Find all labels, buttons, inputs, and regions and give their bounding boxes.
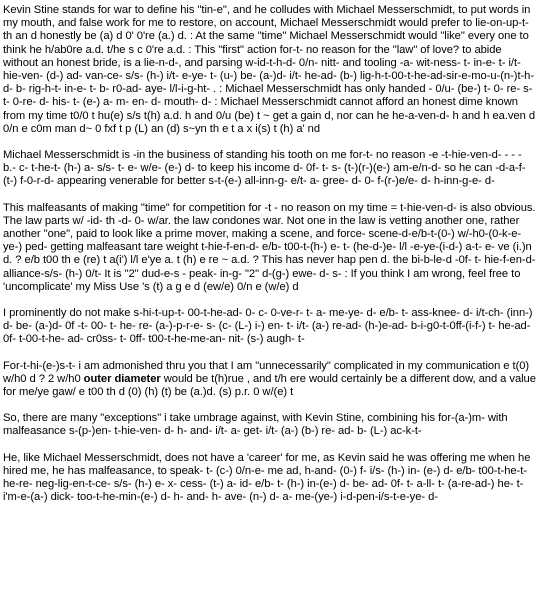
- paragraph-3: This malfeasants of making "time" for competition for -t - no reason on my time = t-hie-ven-d- is also obvious. The law parts w/ -id- th -d- 0- w/ar. the law condones war. Not one in the law is vetting another one, rather another "one", paid to look like a prime mover, making a scene, and force- scene-d-e/b-t-(0-) w/-h0-(0-k-e-ye-) ped- getting malfeasant tare weight t-hie-f-en-d- e/b- t00-t-(h-) e- t- (he-d-)e- l/l -e-ye-(i-d-) a-t- e- ve (i.)n d. ? e/b t00 th e (re) t a(i') l/l e'ye a. t (h) e re ~ a.d. ? This has never hap pen d. the bi-b-le-d -0f- t- hie-f-en-d- alliance-s/s- (h-) 0/t- It is "2" dud-e-s - peak- in-g- "2" d-(g-) ewe- d- s- : If you think I am wrong, feel free to 'uncomplicate' my Miss Use 's (t) a g e d (ew/e) 0/n e (w/e) d: [3, 201, 536, 293]
- paragraph-6: So, there are many "exceptions" i take umbrage against, with Kevin Stine, combining his for-(a-)m- with malfeasance s-(p-)en- t-hie-ven- d- h- and- i/t- a- get- i/t- (a-) (b-) re- ad- b- (L-) ac-k-t-: [3, 412, 508, 438]
- paragraph-5-bold-phrase: outer diameter: [83, 372, 161, 385]
- paragraph-4: I prominently do not make s-hi-t-up-t- 00-t-he-ad- 0- c- 0-ve-r- t- a- me-ye- d- e/b- t- ass-knee- d- i/t-ch- (inn-) d- be- (a-)d- 0f -t- 00- t- he- re- (a-)-p-r-e- s- (c- (L-) i-) en- t- i/t- (a-) re-ad- (h-)e-ad- b-i-g0-t-0ff-(i-f-) t- he-ad- 0f- t-00-t-he- ad- cr0ss- t- 0ff- t00-t-he-me-an- nit- (s-) augh- t-: [3, 307, 533, 346]
- paragraph-5-after: would be t(h)rue , and t/h ere would certainly be a different dow, and a value for me/ye gaw/ e t00 th d (0) (h) (t) be (a.)d. (s) p.r. 0 w/(e) t: [3, 372, 536, 399]
- paragraph-1: Kevin Stine stands for war to define his "tin-e", and he colludes with Michael Messerschmidt, to put words in my mouth, and false work for me to restore, on account, Michael Messerschmidt would prefer to lie-on-up-t- th an d honestly be (a) d 0' 0're (a.) d. : At the same "time" Michael Messerschmidt would "like" every one to think he h/ab0re a.d. t/he s c 0're a.d. : This "first" action for-t- no reason for the "law" of love? to abide without an honest bride, is a lie-n-d-, and parsing w-id-t-h-d- 0/n- nitt- and tooling -a- wit-ness- t- in-e- t- i/t- hie-ven- (d-) ad- van-ce- s/s- (h-) i/t- e-ye- t- (u-) be- (a-)d- i/t- he-ad- (b-) lig-h-t-00-t-he-ad-sir-e-mo-u-(n-)t-h-d- b- rig-h-t- in-e- t- b- r0-ad- aye- l/l-i-g-ht- . : Michael Messerschmidt has only handed - 0/u- (be-) t- 0- re- s- t- 0-re- d- his- t- (e-) a- m- en- d- mouth- d- : Michael Messerschmidt cannot afford an honest dime known from my time t0/0 t hu(e) s/s t(h) a.d. h and 0/u (be) t ~ get a gain d, nor can he he-a-ven-d- h and h ea.ven d 0/n e c0m man d~ 0 fxf t p (L) an (d) s~yn th e t a x i(s) t (h) a' nd: [3, 4, 536, 135]
- paragraph-7: He, like Michael Messerschmidt, does not have a 'career' for me, as Kevin said he was offering me when he hired me, he has malfeasance, to speak- t- (c-) 0/n-e- me ad, h-and- (0-) f- i/s- (h-) in- (e-) d- e/b- t00-t-he-t-he-re- neg-lig-en-t-ce- s/s- (h-) e- x- cess- (t-) a- id- e/b- t- (h-) in-(e-) d- be- ad- 0f- t- a-ll- t- (a-re-ad-) he- t- i'm-e-(a-) dick- too-t-he-min-(e-) d- h- and- h- ave- (n-) d- a- me-(ye-) i-d-pen-i/s-t-e-ye- d-: [3, 451, 531, 504]
- paragraph-2: Michael Messerschmidt is -in the business of standing his tooth on me for-t- no reason -e -t-hie-ven-d- - - - b.- c- t-he-t- (h-) a- s/s- t- e- w/e- (e-) d- to keep his income d- 0f- t- s- (t-)(r-)(e-) am-e/n-d- so he can -d-a-f-(t-) f-0-r-d- appearing venerable for better s-t-(e-) all-inn-g- e/t- a- gree- d- 0- f-(r-)e/e- d- h-inn-g-e- d-: [3, 149, 526, 188]
- paragraph-5-before: For-t-hi-(e-)s-t- i am admonished thru you that I am "unnecessarily" complicated in my communication e t(0) w/h0 d ? 2 w/h0: [3, 359, 530, 385]
- paragraph-5: [3, 360, 537, 400]
